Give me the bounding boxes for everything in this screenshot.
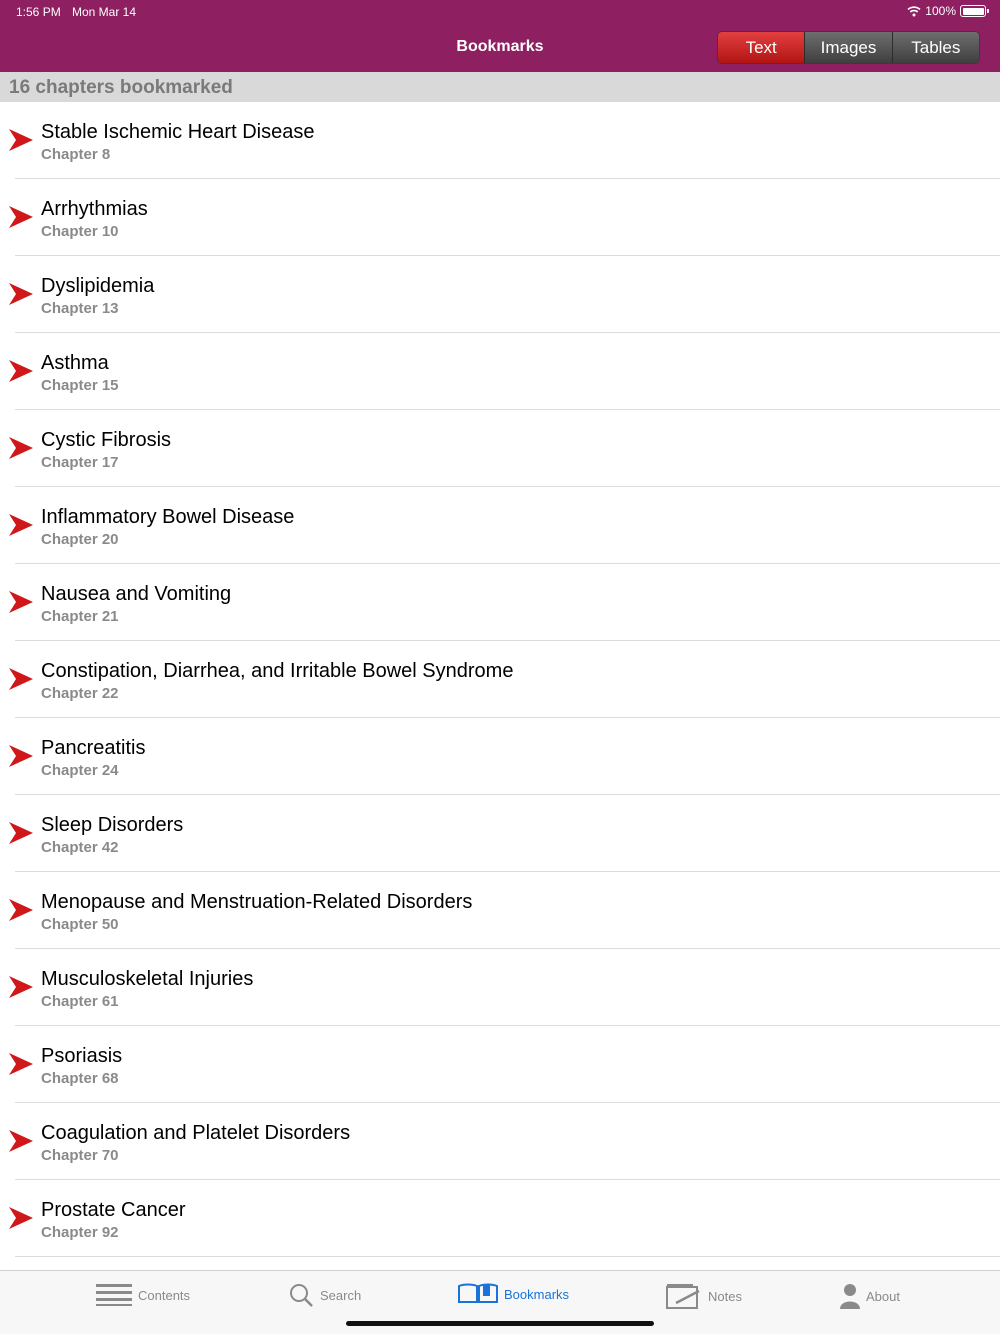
bookmark-chapter: Chapter 61 bbox=[41, 993, 119, 1010]
tab-contents[interactable] bbox=[96, 1283, 190, 1307]
red-arrow-icon bbox=[9, 206, 33, 228]
bookmark-row[interactable] bbox=[15, 256, 1000, 333]
segment-images[interactable]: Images bbox=[804, 32, 891, 63]
red-arrow-icon bbox=[9, 437, 33, 459]
bookmark-row[interactable] bbox=[15, 179, 1000, 256]
bookmark-title: Asthma bbox=[41, 352, 109, 374]
bookmark-row[interactable] bbox=[15, 487, 1000, 564]
red-arrow-icon bbox=[9, 1207, 33, 1229]
page-title: Bookmarks bbox=[456, 38, 544, 55]
bookmark-chapter: Chapter 70 bbox=[41, 1147, 119, 1164]
bookmark-row[interactable] bbox=[15, 410, 1000, 487]
tab-search[interactable] bbox=[289, 1283, 361, 1308]
red-arrow-icon bbox=[9, 1130, 33, 1152]
bookmark-title: Cystic Fibrosis bbox=[41, 429, 172, 451]
bookmark-chapter: Chapter 42 bbox=[41, 839, 119, 856]
bookmark-chapter: Chapter 92 bbox=[41, 1224, 119, 1241]
wifi-icon bbox=[907, 5, 921, 17]
bookmark-row[interactable] bbox=[15, 949, 1000, 1026]
red-arrow-icon bbox=[9, 360, 33, 382]
segment-text[interactable]: Text bbox=[718, 32, 804, 63]
search-icon bbox=[289, 1283, 314, 1308]
red-arrow-icon bbox=[9, 514, 33, 536]
red-arrow-icon bbox=[9, 129, 33, 151]
red-arrow-icon bbox=[9, 976, 33, 998]
bookmark-row[interactable] bbox=[15, 1026, 1000, 1103]
tab-about[interactable] bbox=[840, 1283, 900, 1309]
bookmark-chapter: Chapter 10 bbox=[41, 223, 119, 240]
bookmark-title: Stable Ischemic Heart Disease bbox=[41, 121, 315, 143]
red-arrow-icon bbox=[9, 745, 33, 767]
bookmark-row[interactable] bbox=[15, 102, 1000, 179]
bookmark-chapter: Chapter 68 bbox=[41, 1070, 119, 1087]
home-indicator bbox=[346, 1321, 654, 1326]
bookmark-title: Arrhythmias bbox=[41, 198, 148, 220]
bookmark-row[interactable] bbox=[15, 1180, 1000, 1257]
tab-label: Search bbox=[320, 1288, 362, 1303]
bookmark-title: Sleep Disorders bbox=[41, 814, 184, 836]
content-type-segmented-control bbox=[717, 31, 980, 64]
battery-icon bbox=[960, 5, 986, 17]
bookmark-chapter: Chapter 13 bbox=[41, 300, 119, 317]
person-icon bbox=[840, 1283, 860, 1309]
bookmark-chapter: Chapter 15 bbox=[41, 377, 119, 394]
tab-label: About bbox=[866, 1288, 900, 1304]
bookmark-title: Nausea and Vomiting bbox=[41, 583, 232, 605]
bookmark-title: Inflammatory Bowel Disease bbox=[41, 506, 295, 528]
bookmark-title: Constipation, Diarrhea, and Irritable Bowel Syndrome bbox=[41, 660, 514, 682]
battery-percent: 100% bbox=[925, 4, 956, 18]
notepad-icon bbox=[666, 1283, 702, 1309]
bookmark-row[interactable] bbox=[15, 564, 1000, 641]
tab-label: Bookmarks bbox=[504, 1286, 570, 1302]
bookmark-row[interactable] bbox=[15, 1103, 1000, 1180]
red-arrow-icon bbox=[9, 668, 33, 690]
red-arrow-icon bbox=[9, 822, 33, 844]
open-book-icon bbox=[458, 1283, 498, 1305]
red-arrow-icon bbox=[9, 283, 33, 305]
bookmark-row[interactable] bbox=[15, 718, 1000, 795]
bookmark-chapter: Chapter 21 bbox=[41, 608, 119, 625]
bookmark-chapter: Chapter 50 bbox=[41, 916, 119, 933]
bookmark-row[interactable] bbox=[15, 641, 1000, 718]
tab-bookmarks[interactable] bbox=[458, 1283, 569, 1305]
red-arrow-icon bbox=[9, 1053, 33, 1075]
tab-label: Contents bbox=[138, 1287, 191, 1303]
red-arrow-icon bbox=[9, 591, 33, 613]
bookmark-chapter: Chapter 17 bbox=[41, 454, 119, 471]
tab-notes[interactable] bbox=[666, 1283, 742, 1309]
status-time: 1:56 PM bbox=[16, 5, 61, 19]
bookmark-title: Pancreatitis bbox=[41, 737, 146, 759]
bookmark-count-header: 16 chapters bookmarked bbox=[0, 72, 1000, 102]
tab-label: Notes bbox=[708, 1288, 742, 1304]
bookmark-title: Dyslipidemia bbox=[41, 275, 155, 297]
bookmark-chapter: Chapter 20 bbox=[41, 531, 119, 548]
bookmark-chapter: Chapter 22 bbox=[41, 685, 119, 702]
bookmark-row[interactable] bbox=[15, 795, 1000, 872]
bookmark-title: Prostate Cancer bbox=[41, 1199, 186, 1221]
list-icon bbox=[96, 1283, 132, 1307]
bookmark-title: Menopause and Menstruation-Related Disorders bbox=[41, 891, 473, 913]
status-date: Mon Mar 14 bbox=[72, 5, 137, 19]
status-indicators bbox=[907, 4, 986, 18]
bookmark-chapter: Chapter 8 bbox=[41, 146, 111, 163]
red-arrow-icon bbox=[9, 899, 33, 921]
bookmark-title: Musculoskeletal Injuries bbox=[41, 968, 254, 990]
bookmark-row[interactable] bbox=[15, 333, 1000, 410]
segment-tables[interactable]: Tables bbox=[892, 32, 979, 63]
bookmark-title: Coagulation and Platelet Disorders bbox=[41, 1122, 351, 1144]
bookmark-title: Psoriasis bbox=[41, 1045, 123, 1067]
bookmark-chapter: Chapter 24 bbox=[41, 762, 119, 779]
bookmark-row[interactable] bbox=[15, 872, 1000, 949]
bookmark-list bbox=[0, 102, 1000, 1257]
navigation-bar bbox=[0, 0, 1000, 72]
